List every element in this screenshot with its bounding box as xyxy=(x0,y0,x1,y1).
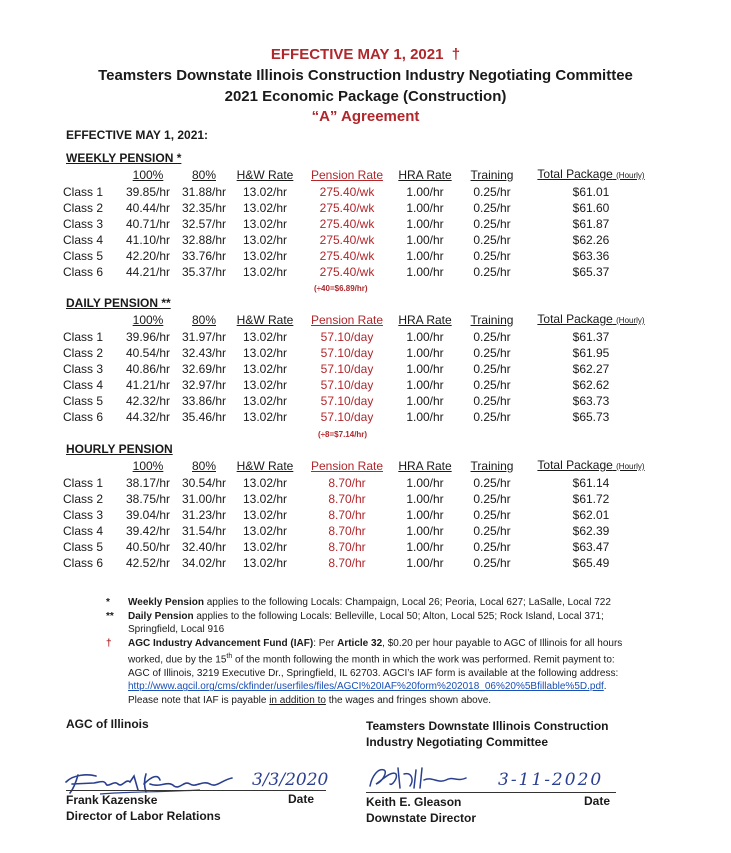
rate-cell-pct100: 41.10/hr xyxy=(125,233,171,247)
rate-cell-training: 0.25/hr xyxy=(473,394,511,408)
rate-cell-hra: 1.00/hr xyxy=(406,410,444,424)
left-signature-line xyxy=(66,790,326,791)
table-row xyxy=(63,539,653,555)
column-header-total: Total Package (Hourly) xyxy=(537,312,645,326)
hourly-qualifier: (Hourly) xyxy=(616,462,645,471)
column-header-pension: Pension Rate xyxy=(310,168,384,182)
footnotes xyxy=(106,596,626,707)
rate-cell-total: $61.60 xyxy=(572,201,610,215)
rate-cell-training: 0.25/hr xyxy=(473,346,511,360)
rate-cell-training: 0.25/hr xyxy=(473,556,511,570)
class-label: Class 1 xyxy=(63,185,104,199)
rate-cell-total: $65.37 xyxy=(572,265,610,279)
rate-cell-hra: 1.00/hr xyxy=(406,476,444,490)
column-header-pct80: 80% xyxy=(191,459,217,473)
class-label: Class 5 xyxy=(63,394,104,408)
rate-cell-pension: 275.40/wk xyxy=(319,249,375,263)
footnote-mark-single: * xyxy=(106,597,110,608)
rate-cell-pct80: 32.69/hr xyxy=(181,362,227,376)
rate-cell-hw: 13.02/hr xyxy=(242,508,288,522)
class-label: Class 4 xyxy=(63,524,104,538)
rate-cell-pct80: 32.57/hr xyxy=(181,217,227,231)
rate-cell-pct80: 31.00/hr xyxy=(181,492,227,506)
column-header-pct80: 80% xyxy=(191,168,217,182)
rate-cell-hra: 1.00/hr xyxy=(406,524,444,538)
rate-cell-total: $61.95 xyxy=(572,346,610,360)
rate-cell-pct80: 35.37/hr xyxy=(181,265,227,279)
footnote-mark-double: ** xyxy=(106,610,114,622)
rate-cell-training: 0.25/hr xyxy=(473,201,511,215)
class-label: Class 6 xyxy=(63,410,104,424)
table-row xyxy=(63,200,653,216)
rate-cell-pct100: 44.32/hr xyxy=(125,410,171,424)
rate-cell-pct80: 31.54/hr xyxy=(181,524,227,538)
right-signatory-title: Downstate Director xyxy=(366,811,477,825)
rate-cell-total: $61.01 xyxy=(572,185,610,199)
footnote-iaf: † AGC Industry Advancement Fund (IAF): Per Article 32, $0.20 per hour payable to AGC of Illinois for all hours worked, due by the 15th of the month following the month in which the work was performed. Remit payment to: AGC of Illinois, 3219 Executive Dr., Springfield, IL 62703. AGCI’s IAF form is available at the following address: http://www.agcil.org/cms/ckfinder/userfiles/files/AGCI%20IAF%20form%202018_06%20%5Bfillable%5D.pdf. Please note that IAF is payable in addition to the wages and fringes shown above. xyxy=(106,637,623,706)
rate-cell-training: 0.25/hr xyxy=(473,265,511,279)
rate-cell-pct100: 40.71/hr xyxy=(125,217,171,231)
table-row xyxy=(63,361,653,377)
rate-cell-pct100: 39.96/hr xyxy=(125,330,171,344)
rate-cell-training: 0.25/hr xyxy=(473,362,511,376)
rate-cell-hra: 1.00/hr xyxy=(406,249,444,263)
table-row xyxy=(63,393,653,409)
column-header-hw: H&W Rate xyxy=(236,313,294,327)
class-label: Class 3 xyxy=(63,217,104,231)
rate-cell-training: 0.25/hr xyxy=(473,476,511,490)
rate-cell-total: $62.01 xyxy=(572,508,610,522)
column-header-class xyxy=(63,166,119,184)
rate-cell-pct80: 31.88/hr xyxy=(181,185,227,199)
column-header-hw: H&W Rate xyxy=(236,168,294,182)
table-row xyxy=(63,216,653,232)
table-row xyxy=(63,507,653,523)
rate-cell-training: 0.25/hr xyxy=(473,249,511,263)
rate-cell-pct100: 40.44/hr xyxy=(125,201,171,215)
rate-cell-hra: 1.00/hr xyxy=(406,233,444,247)
rate-cell-pension: 8.70/hr xyxy=(328,492,366,506)
rate-cell-total: $63.36 xyxy=(572,249,610,263)
rate-cell-hw: 13.02/hr xyxy=(242,201,288,215)
footnote-mark-dagger: † xyxy=(106,637,112,649)
rate-cell-hw: 13.02/hr xyxy=(242,410,288,424)
weekly-pension-note: (÷40=$6.89/hr) xyxy=(314,284,368,293)
rate-cell-pct100: 39.04/hr xyxy=(125,508,171,522)
rate-cell-hra: 1.00/hr xyxy=(406,201,444,215)
rate-cell-pct100: 42.20/hr xyxy=(125,249,171,263)
rate-cell-pension: 57.10/day xyxy=(320,410,374,424)
class-label: Class 1 xyxy=(63,476,104,490)
rate-cell-training: 0.25/hr xyxy=(473,330,511,344)
daily-pension-note: (÷8=$7.14/hr) xyxy=(318,430,368,439)
column-header-class xyxy=(63,457,119,475)
hourly-pension-table xyxy=(63,457,653,571)
rate-cell-hra: 1.00/hr xyxy=(406,330,444,344)
column-header-pct80: 80% xyxy=(191,313,217,327)
left-signatory-title: Director of Labor Relations xyxy=(66,809,221,823)
rate-cell-pct80: 31.97/hr xyxy=(181,330,227,344)
rate-cell-hw: 13.02/hr xyxy=(242,233,288,247)
rate-cell-hw: 13.02/hr xyxy=(242,492,288,506)
class-label: Class 3 xyxy=(63,362,104,376)
rate-cell-hra: 1.00/hr xyxy=(406,556,444,570)
right-handwritten-signature xyxy=(362,760,472,794)
rate-cell-total: $65.73 xyxy=(572,410,610,424)
rate-cell-training: 0.25/hr xyxy=(473,217,511,231)
rate-cell-hw: 13.02/hr xyxy=(242,524,288,538)
rate-cell-hra: 1.00/hr xyxy=(406,394,444,408)
rate-cell-total: $63.73 xyxy=(572,394,610,408)
right-signatory-org-line2: Industry Negotiating Committee xyxy=(366,735,549,749)
rate-cell-training: 0.25/hr xyxy=(473,185,511,199)
rate-cell-pension: 57.10/day xyxy=(320,346,374,360)
class-label: Class 4 xyxy=(63,378,104,392)
column-header-training: Training xyxy=(470,168,514,182)
rate-cell-training: 0.25/hr xyxy=(473,233,511,247)
rate-cell-pct80: 33.86/hr xyxy=(181,394,227,408)
rate-cell-total: $61.72 xyxy=(572,492,610,506)
footnote-daily: ** Daily Pension applies to the following Locals: Belleville, Local 50; Alton, Local 525; Rock Island, Local 371; Springfield, Local 916 xyxy=(106,610,604,635)
left-signatory-name: Frank Kazenske xyxy=(66,793,158,807)
footnote-weekly: * Weekly Pension applies to the following Locals: Champaign, Local 26; Peoria, Local 627; LaSalle, Local 722 xyxy=(106,597,611,608)
rate-cell-pension: 8.70/hr xyxy=(328,524,366,538)
class-label: Class 6 xyxy=(63,265,104,279)
column-header-hra: HRA Rate xyxy=(398,459,452,473)
table-row xyxy=(63,475,653,491)
hourly-qualifier: (Hourly) xyxy=(616,316,645,325)
class-label: Class 2 xyxy=(63,492,104,506)
column-header-class xyxy=(63,311,119,329)
class-label: Class 3 xyxy=(63,508,104,522)
section-title-weekly: WEEKLY PENSION * xyxy=(66,151,182,165)
rate-cell-pension: 57.10/day xyxy=(320,394,374,408)
class-label: Class 6 xyxy=(63,556,104,570)
rate-cell-pension: 8.70/hr xyxy=(328,476,366,490)
class-label: Class 2 xyxy=(63,201,104,215)
rate-cell-total: $61.14 xyxy=(572,476,610,490)
weekly-pension-table xyxy=(63,166,653,280)
table-row xyxy=(63,377,653,393)
table-row xyxy=(63,491,653,507)
rate-cell-hw: 13.02/hr xyxy=(242,378,288,392)
right-signed-date: 3-11-2020 xyxy=(498,770,604,790)
rate-cell-pct80: 33.76/hr xyxy=(181,249,227,263)
header-committee-title: Teamsters Downstate Illinois Construction Industry Negotiating Committee xyxy=(98,67,633,84)
table-row xyxy=(63,329,653,345)
right-signatory-org-line1: Teamsters Downstate Illinois Construction xyxy=(366,719,609,733)
header-package-title: 2021 Economic Package (Construction) xyxy=(224,88,507,105)
rate-cell-hra: 1.00/hr xyxy=(406,540,444,554)
rate-cell-total: $62.27 xyxy=(572,362,610,376)
table-row xyxy=(63,184,653,200)
column-header-pct100: 100% xyxy=(132,168,164,182)
class-label: Class 1 xyxy=(63,330,104,344)
rate-cell-training: 0.25/hr xyxy=(473,492,511,506)
rate-cell-pension: 57.10/day xyxy=(320,362,374,376)
rate-cell-pct100: 38.17/hr xyxy=(125,476,171,490)
rate-cell-pct80: 30.54/hr xyxy=(181,476,227,490)
left-date-label: Date xyxy=(288,792,315,806)
rate-cell-total: $62.39 xyxy=(572,524,610,538)
column-header-total: Total Package (Hourly) xyxy=(537,167,645,181)
right-signature-line xyxy=(366,792,616,793)
class-label: Class 5 xyxy=(63,540,104,554)
rate-cell-pension: 57.10/day xyxy=(320,378,374,392)
class-label: Class 5 xyxy=(63,249,104,263)
rate-cell-pct100: 38.75/hr xyxy=(125,492,171,506)
left-signatory-org: AGC of Illinois xyxy=(66,717,149,731)
rate-cell-total: $62.26 xyxy=(572,233,610,247)
column-header-pct100: 100% xyxy=(132,459,164,473)
class-label: Class 4 xyxy=(63,233,104,247)
daily-pension-table xyxy=(63,311,653,425)
rate-cell-pension: 275.40/wk xyxy=(319,185,375,199)
rate-cell-pct100: 42.32/hr xyxy=(125,394,171,408)
rate-cell-hw: 13.02/hr xyxy=(242,217,288,231)
rate-cell-hw: 13.02/hr xyxy=(242,249,288,263)
rate-cell-training: 0.25/hr xyxy=(473,540,511,554)
rate-cell-total: $61.87 xyxy=(572,217,610,231)
rate-cell-pct100: 42.52/hr xyxy=(125,556,171,570)
rate-cell-hra: 1.00/hr xyxy=(406,185,444,199)
rate-cell-hw: 13.02/hr xyxy=(242,185,288,199)
rate-cell-pct80: 34.02/hr xyxy=(181,556,227,570)
iaf-form-link[interactable]: http://www.agcil.org/cms/ckfinder/userfiles/files/AGCI%20IAF%20form%202018_06%20%5Bfillable%5D.pdf xyxy=(128,681,604,693)
column-header-training: Training xyxy=(470,459,514,473)
rate-cell-training: 0.25/hr xyxy=(473,410,511,424)
rate-cell-pct80: 31.23/hr xyxy=(181,508,227,522)
table-row xyxy=(63,264,653,280)
rate-cell-pct80: 32.88/hr xyxy=(181,233,227,247)
rate-cell-hra: 1.00/hr xyxy=(406,378,444,392)
rate-cell-total: $62.62 xyxy=(572,378,610,392)
section-title-daily: DAILY PENSION ** xyxy=(66,296,171,310)
table-header-row xyxy=(63,311,653,329)
left-signed-date: 3/3/2020 xyxy=(252,770,329,790)
table-row xyxy=(63,409,653,425)
hourly-qualifier: (Hourly) xyxy=(616,171,645,180)
table-row xyxy=(63,248,653,264)
rate-cell-training: 0.25/hr xyxy=(473,524,511,538)
rate-cell-pct100: 40.54/hr xyxy=(125,346,171,360)
rate-cell-pct80: 32.97/hr xyxy=(181,378,227,392)
column-header-hra: HRA Rate xyxy=(398,313,452,327)
rate-cell-pension: 275.40/wk xyxy=(319,233,375,247)
rate-cell-hw: 13.02/hr xyxy=(242,394,288,408)
rate-cell-hw: 13.02/hr xyxy=(242,476,288,490)
rate-cell-pension: 8.70/hr xyxy=(328,540,366,554)
rate-cell-pct80: 35.46/hr xyxy=(181,410,227,424)
rate-cell-pension: 57.10/day xyxy=(320,330,374,344)
rate-cell-pct100: 41.21/hr xyxy=(125,378,171,392)
table-row xyxy=(63,345,653,361)
rate-cell-hw: 13.02/hr xyxy=(242,330,288,344)
class-label: Class 2 xyxy=(63,346,104,360)
rate-cell-pension: 8.70/hr xyxy=(328,556,366,570)
rate-cell-hra: 1.00/hr xyxy=(406,492,444,506)
header-agreement-title: “A” Agreement xyxy=(311,108,420,125)
rate-cell-hra: 1.00/hr xyxy=(406,217,444,231)
rate-cell-pct100: 40.50/hr xyxy=(125,540,171,554)
rate-cell-hw: 13.02/hr xyxy=(242,540,288,554)
rate-cell-training: 0.25/hr xyxy=(473,508,511,522)
rate-cell-pct100: 44.21/hr xyxy=(125,265,171,279)
rate-cell-total: $63.47 xyxy=(572,540,610,554)
rate-cell-training: 0.25/hr xyxy=(473,378,511,392)
rate-cell-pct80: 32.35/hr xyxy=(181,201,227,215)
section-title-hourly: HOURLY PENSION xyxy=(66,442,173,456)
right-signatory-name: Keith E. Gleason xyxy=(366,795,462,809)
dagger-mark: † xyxy=(451,46,461,63)
rate-cell-hw: 13.02/hr xyxy=(242,556,288,570)
column-header-hw: H&W Rate xyxy=(236,459,294,473)
rate-cell-pct100: 39.42/hr xyxy=(125,524,171,538)
rate-cell-total: $61.37 xyxy=(572,330,610,344)
rate-cell-hw: 13.02/hr xyxy=(242,346,288,360)
rate-cell-hra: 1.00/hr xyxy=(406,265,444,279)
right-date-label: Date xyxy=(584,794,611,808)
rate-cell-pct100: 40.86/hr xyxy=(125,362,171,376)
column-header-pension: Pension Rate xyxy=(310,313,384,327)
rate-cell-pct80: 32.40/hr xyxy=(181,540,227,554)
rate-cell-pension: 275.40/wk xyxy=(319,265,375,279)
rate-cell-pct80: 32.43/hr xyxy=(181,346,227,360)
table-row xyxy=(63,523,653,539)
table-header-row xyxy=(63,457,653,475)
effective-date-label: EFFECTIVE MAY 1, 2021: xyxy=(66,128,209,142)
column-header-total: Total Package (Hourly) xyxy=(537,458,645,472)
column-header-pension: Pension Rate xyxy=(310,459,384,473)
rate-cell-hw: 13.02/hr xyxy=(242,362,288,376)
rate-cell-pension: 8.70/hr xyxy=(328,508,366,522)
column-header-pct100: 100% xyxy=(132,313,164,327)
rate-cell-pension: 275.40/wk xyxy=(319,201,375,215)
rate-cell-hra: 1.00/hr xyxy=(406,346,444,360)
table-row xyxy=(63,555,653,571)
header-effective-date: EFFECTIVE MAY 1, 2021 † xyxy=(270,46,461,63)
table-header-row xyxy=(63,166,653,184)
rate-cell-hra: 1.00/hr xyxy=(406,362,444,376)
table-row xyxy=(63,232,653,248)
rate-cell-pct100: 39.85/hr xyxy=(125,185,171,199)
rate-cell-hra: 1.00/hr xyxy=(406,508,444,522)
rate-cell-pension: 275.40/wk xyxy=(319,217,375,231)
rate-cell-total: $65.49 xyxy=(572,556,610,570)
column-header-hra: HRA Rate xyxy=(398,168,452,182)
rate-cell-hw: 13.02/hr xyxy=(242,265,288,279)
column-header-training: Training xyxy=(470,313,514,327)
